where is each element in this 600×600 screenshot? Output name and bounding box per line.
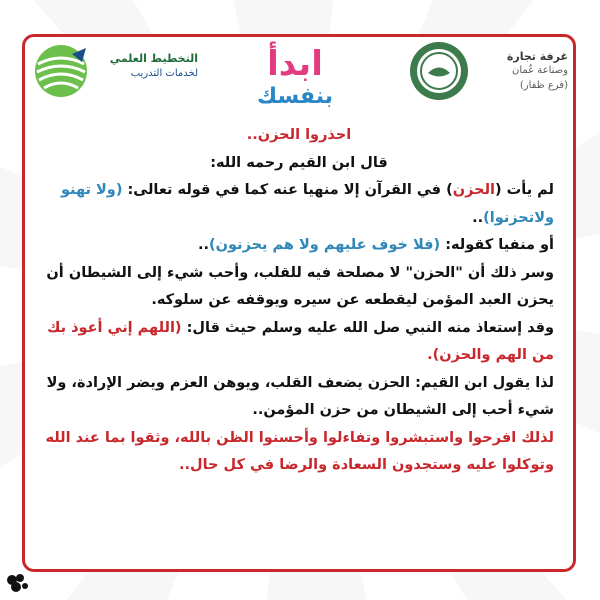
intro-line: قال ابن القيم رحمه الله:	[210, 154, 388, 171]
left-logo-line1: التخطيط العلمي	[109, 52, 198, 65]
p2-part-b: ..	[198, 237, 210, 253]
article-title: احذروا الحزن..	[246, 127, 352, 143]
globe-logo-icon	[32, 42, 90, 100]
logo-ibda-binafsik	[240, 44, 350, 114]
chamber-seal-icon	[408, 40, 470, 102]
logo-scientific-planning	[32, 42, 202, 100]
paragraph-3: وسر ذلك أن "الحزن" لا مصلحة فيه للقلب، وأحب شيء إلى الشيطان أن يحزن العبد المؤمن ليقطعه عن سيره ويوقفه عن سلوكه.	[46, 264, 554, 308]
p1-part-b: ) في القرآن إلا منهيا عنه كما في قوله تعالى:	[122, 182, 453, 198]
left-logo-line2: لخدمات التدريب	[130, 68, 198, 79]
p1-part-c: ..	[472, 209, 484, 226]
p2-verse: (فلا خوف عليهم ولا هم يحزنون)	[209, 237, 441, 253]
p4-dua: (اللهم إني أعوذ بك من الهم والحزن).	[47, 319, 554, 363]
p4-part-a: وقد إستعاذ منه النبي صل الله عليه وسلم حيث قال:	[181, 319, 554, 336]
p1-part-a: لم يأت (	[495, 182, 554, 198]
p2-part-a: أو منفيا كقوله:	[440, 237, 554, 253]
paragraph-4	[44, 315, 554, 370]
right-logo-line3: (فرع ظفار)	[519, 80, 568, 91]
paragraph-2	[44, 232, 554, 260]
article-body	[44, 122, 554, 480]
paragraph-1	[44, 177, 554, 232]
center-logo-line1: ابدأ	[267, 44, 323, 84]
flower-icon	[4, 572, 30, 594]
logo-oman-chamber	[408, 40, 570, 104]
paragraph-6: لذلك افرحوا واستبشروا وتفاءلوا وأحسنوا الظن بالله، وثقوا بما عند الله وتوكلوا عليه وستجدون السعادة والرضا في كل حال..	[45, 429, 554, 473]
right-logo-line2: وصناعة عُمان	[511, 65, 568, 76]
p1-highlight-word: الحزن	[452, 182, 495, 198]
right-logo-line1: غرفة تجارة	[506, 50, 568, 63]
p1-verse: (ولا تهنو ولاتحزنوا)	[60, 182, 554, 226]
paragraph-5: لذا يقول ابن القيم: الحزن يضعف القلب، ويوهن العزم ويضر الإرادة، ولا شيء أحب إلى الشيطان من حزن المؤمن..	[46, 374, 554, 418]
center-logo-line2: بنفسك	[257, 84, 333, 109]
